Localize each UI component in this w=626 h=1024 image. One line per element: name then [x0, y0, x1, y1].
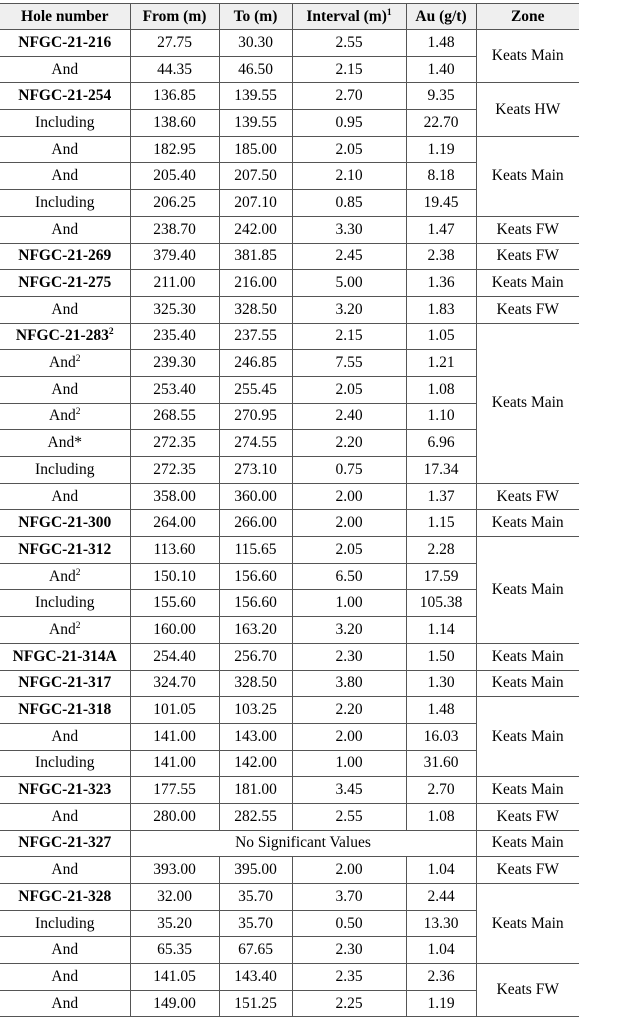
au-cell: 1.50	[406, 643, 476, 670]
hole-number-cell	[0, 30, 130, 57]
header-from: From (m)	[130, 4, 219, 30]
drill-results-table	[0, 3, 579, 1017]
interval-cell: 1.00	[292, 750, 406, 777]
hole-number-text: Including	[35, 754, 95, 772]
hole-number-text: NFGC-21-275	[18, 274, 112, 292]
hole-number-cell	[0, 136, 130, 163]
zone-cell: Keats FW	[476, 964, 579, 1017]
hole-number-cell	[0, 190, 130, 217]
au-cell: 1.04	[406, 857, 476, 884]
au-cell: 1.19	[406, 136, 476, 163]
from-cell: 138.60	[130, 110, 219, 137]
hole-number-text: NFGC-21-269	[18, 247, 112, 265]
hole-number-text: And	[51, 220, 79, 238]
interval-cell: 2.05	[292, 376, 406, 403]
from-cell: 325.30	[130, 296, 219, 323]
table-row	[0, 30, 579, 57]
to-cell: 282.55	[219, 803, 292, 830]
interval-cell: 3.20	[292, 617, 406, 644]
interval-cell: 2.30	[292, 643, 406, 670]
table-row	[0, 483, 579, 510]
hole-number-cell	[0, 323, 130, 350]
au-cell: 2.28	[406, 537, 476, 564]
hole-number-text: And	[51, 167, 79, 185]
hole-number-cell	[0, 163, 130, 190]
to-cell: 185.00	[219, 136, 292, 163]
au-cell: 16.03	[406, 723, 476, 750]
header-interval	[292, 4, 406, 30]
hole-number-cell	[0, 56, 130, 83]
table-row	[0, 857, 579, 884]
zone-cell: Keats Main	[476, 697, 579, 777]
to-cell: 156.60	[219, 590, 292, 617]
interval-cell: 2.00	[292, 857, 406, 884]
interval-cell: 2.10	[292, 163, 406, 190]
interval-cell: 3.30	[292, 216, 406, 243]
table-row	[0, 216, 579, 243]
au-cell: 2.36	[406, 964, 476, 991]
hole-number-cell	[0, 697, 130, 724]
interval-cell: 0.50	[292, 910, 406, 937]
header-hole-number: Hole number	[0, 4, 130, 30]
zone-cell: Keats Main	[476, 270, 579, 297]
table-row	[0, 830, 579, 857]
hole-number-cell	[0, 617, 130, 644]
au-cell: 1.83	[406, 296, 476, 323]
hole-number-text: NFGC-21-283	[15, 327, 109, 345]
zone-cell: Keats Main	[476, 323, 579, 483]
hole-number-text: And	[51, 380, 79, 398]
from-cell: 211.00	[130, 270, 219, 297]
from-cell: 254.40	[130, 643, 219, 670]
from-cell: 141.00	[130, 723, 219, 750]
hole-number-text: Including	[35, 193, 95, 211]
hole-number-text: And	[51, 487, 79, 505]
header-zone: Zone	[476, 4, 579, 30]
zone-cell: Keats FW	[476, 216, 579, 243]
hole-number-cell	[0, 563, 130, 590]
interval-cell: 6.50	[292, 563, 406, 590]
hole-number-text: NFGC-21-327	[18, 834, 112, 852]
from-cell: 141.05	[130, 964, 219, 991]
to-cell: 270.95	[219, 403, 292, 430]
hole-number-text: And	[51, 994, 79, 1012]
hole-number-text: NFGC-21-318	[18, 701, 112, 719]
interval-cell: 2.05	[292, 537, 406, 564]
au-cell: 6.96	[406, 430, 476, 457]
au-cell: 1.40	[406, 56, 476, 83]
hole-number-text: And	[49, 567, 76, 585]
hole-number-cell	[0, 803, 130, 830]
hole-number-text: NFGC-21-323	[18, 781, 112, 799]
table-row	[0, 136, 579, 163]
au-cell: 1.47	[406, 216, 476, 243]
interval-cell: 2.70	[292, 83, 406, 110]
table-row	[0, 884, 579, 911]
hole-number-cell	[0, 777, 130, 804]
header-au: Au (g/t)	[406, 4, 476, 30]
interval-cell: 3.80	[292, 670, 406, 697]
hole-number-cell	[0, 537, 130, 564]
au-cell: 19.45	[406, 190, 476, 217]
hole-number-cell	[0, 376, 130, 403]
hole-number-text: And	[51, 861, 79, 879]
interval-cell: 2.05	[292, 136, 406, 163]
au-cell: 8.18	[406, 163, 476, 190]
from-cell: 280.00	[130, 803, 219, 830]
hole-number-cell	[0, 403, 130, 430]
au-cell: 1.14	[406, 617, 476, 644]
interval-cell: 2.00	[292, 483, 406, 510]
au-cell: 2.44	[406, 884, 476, 911]
header-interval-label: Interval (m)	[306, 7, 387, 25]
table-row	[0, 643, 579, 670]
hole-number-text: Including	[35, 594, 95, 612]
hole-footnote: 2	[108, 327, 114, 338]
hole-number-cell	[0, 483, 130, 510]
hole-footnote: 2	[75, 353, 81, 364]
hole-number-cell	[0, 216, 130, 243]
hole-number-cell	[0, 243, 130, 270]
to-cell: 142.00	[219, 750, 292, 777]
hole-number-cell	[0, 350, 130, 377]
hole-number-cell	[0, 110, 130, 137]
to-cell: 35.70	[219, 910, 292, 937]
zone-cell: Keats Main	[476, 830, 579, 857]
table-row	[0, 83, 579, 110]
from-cell: 160.00	[130, 617, 219, 644]
to-cell: 360.00	[219, 483, 292, 510]
interval-cell: 2.15	[292, 56, 406, 83]
from-cell: 155.60	[130, 590, 219, 617]
zone-cell: Keats Main	[476, 30, 579, 83]
hole-number-text: Including	[35, 460, 95, 478]
interval-cell: 0.75	[292, 457, 406, 484]
au-cell: 1.48	[406, 697, 476, 724]
to-cell: 266.00	[219, 510, 292, 537]
to-cell: 46.50	[219, 56, 292, 83]
from-cell: 272.35	[130, 457, 219, 484]
to-cell: 139.55	[219, 83, 292, 110]
to-cell: 381.85	[219, 243, 292, 270]
interval-cell: 0.85	[292, 190, 406, 217]
to-cell: 103.25	[219, 697, 292, 724]
hole-number-text: NFGC-21-254	[18, 87, 112, 105]
to-cell: 273.10	[219, 457, 292, 484]
hole-number-text: NFGC-21-216	[18, 33, 112, 51]
from-cell: 27.75	[130, 30, 219, 57]
au-cell: 1.30	[406, 670, 476, 697]
zone-cell: Keats HW	[476, 83, 579, 136]
to-cell: 156.60	[219, 563, 292, 590]
hole-number-cell	[0, 296, 130, 323]
hole-number-cell	[0, 670, 130, 697]
table-row	[0, 296, 579, 323]
au-cell: 17.34	[406, 457, 476, 484]
hole-number-cell	[0, 590, 130, 617]
to-cell: 237.55	[219, 323, 292, 350]
hole-number-text: And	[49, 354, 76, 372]
zone-cell: Keats Main	[476, 884, 579, 964]
hole-number-text: NFGC-21-312	[18, 540, 112, 558]
hole-number-cell	[0, 457, 130, 484]
interval-cell: 2.55	[292, 803, 406, 830]
au-cell: 1.15	[406, 510, 476, 537]
table-row	[0, 537, 579, 564]
table-row	[0, 964, 579, 991]
hole-number-text: And	[49, 407, 76, 425]
to-cell: 30.30	[219, 30, 292, 57]
hole-number-text: And	[51, 140, 79, 158]
hole-number-cell	[0, 857, 130, 884]
hole-footnote: 2	[75, 620, 81, 631]
hole-number-cell	[0, 910, 130, 937]
from-cell: 32.00	[130, 884, 219, 911]
interval-cell: 2.00	[292, 723, 406, 750]
zone-cell: Keats FW	[476, 483, 579, 510]
hole-number-text: NFGC-21-300	[18, 514, 112, 532]
hole-footnote: 2	[75, 567, 81, 578]
to-cell: 256.70	[219, 643, 292, 670]
header-interval-footnote: 1	[386, 7, 392, 18]
hole-number-cell	[0, 750, 130, 777]
from-cell: 65.35	[130, 937, 219, 964]
from-cell: 379.40	[130, 243, 219, 270]
au-cell: 2.38	[406, 243, 476, 270]
zone-cell: Keats Main	[476, 670, 579, 697]
to-cell: 143.00	[219, 723, 292, 750]
interval-cell: 5.00	[292, 270, 406, 297]
au-cell: 1.21	[406, 350, 476, 377]
hole-number-text: And	[51, 941, 79, 959]
table-row	[0, 270, 579, 297]
from-cell: 268.55	[130, 403, 219, 430]
hole-number-cell	[0, 723, 130, 750]
au-cell: 1.48	[406, 30, 476, 57]
to-cell: 246.85	[219, 350, 292, 377]
from-cell: 35.20	[130, 910, 219, 937]
interval-cell: 2.35	[292, 964, 406, 991]
hole-number-cell	[0, 937, 130, 964]
from-cell: 324.70	[130, 670, 219, 697]
interval-cell: 3.45	[292, 777, 406, 804]
interval-cell: 2.00	[292, 510, 406, 537]
from-cell: 358.00	[130, 483, 219, 510]
to-cell: 139.55	[219, 110, 292, 137]
table-body	[0, 30, 579, 1017]
from-cell: 136.85	[130, 83, 219, 110]
to-cell: 328.50	[219, 296, 292, 323]
interval-cell: 1.00	[292, 590, 406, 617]
interval-cell: 2.40	[292, 403, 406, 430]
interval-cell: 7.55	[292, 350, 406, 377]
hole-number-text: NFGC-21-328	[18, 887, 112, 905]
to-cell: 67.65	[219, 937, 292, 964]
interval-cell: 2.55	[292, 30, 406, 57]
au-cell: 1.19	[406, 990, 476, 1017]
from-cell: 206.25	[130, 190, 219, 217]
from-cell: 177.55	[130, 777, 219, 804]
hole-number-cell	[0, 830, 130, 857]
interval-cell: 3.70	[292, 884, 406, 911]
au-cell: 9.35	[406, 83, 476, 110]
from-cell: 235.40	[130, 323, 219, 350]
interval-cell: 2.30	[292, 937, 406, 964]
interval-cell: 3.20	[292, 296, 406, 323]
from-cell: 264.00	[130, 510, 219, 537]
au-cell: 13.30	[406, 910, 476, 937]
from-cell: 44.35	[130, 56, 219, 83]
interval-cell: 2.20	[292, 430, 406, 457]
hole-number-cell	[0, 430, 130, 457]
from-cell: 113.60	[130, 537, 219, 564]
interval-cell: 2.45	[292, 243, 406, 270]
from-cell: 253.40	[130, 376, 219, 403]
from-cell: 150.10	[130, 563, 219, 590]
from-cell: 272.35	[130, 430, 219, 457]
hole-number-text: And	[51, 807, 79, 825]
header-row	[0, 4, 579, 30]
zone-cell: Keats FW	[476, 803, 579, 830]
from-cell: 149.00	[130, 990, 219, 1017]
hole-number-text: And	[51, 300, 79, 318]
to-cell: 115.65	[219, 537, 292, 564]
interval-cell: 2.20	[292, 697, 406, 724]
interval-cell: 0.95	[292, 110, 406, 137]
au-cell: 1.37	[406, 483, 476, 510]
hole-number-cell	[0, 964, 130, 991]
hole-number-cell	[0, 990, 130, 1017]
from-cell: 101.05	[130, 697, 219, 724]
hole-number-cell	[0, 83, 130, 110]
au-cell: 1.08	[406, 376, 476, 403]
from-cell: 393.00	[130, 857, 219, 884]
to-cell: 242.00	[219, 216, 292, 243]
from-cell: 182.95	[130, 136, 219, 163]
from-cell: 239.30	[130, 350, 219, 377]
zone-cell: Keats Main	[476, 643, 579, 670]
to-cell: 151.25	[219, 990, 292, 1017]
zone-cell: Keats Main	[476, 510, 579, 537]
table-row	[0, 510, 579, 537]
hole-footnote: 2	[75, 407, 81, 418]
hole-number-text: And	[51, 727, 79, 745]
hole-number-cell	[0, 643, 130, 670]
interval-cell: 2.15	[292, 323, 406, 350]
header-to: To (m)	[219, 4, 292, 30]
from-cell: 141.00	[130, 750, 219, 777]
to-cell: 328.50	[219, 670, 292, 697]
table-row	[0, 803, 579, 830]
au-cell: 22.70	[406, 110, 476, 137]
to-cell: 216.00	[219, 270, 292, 297]
hole-number-text: Including	[35, 113, 95, 131]
zone-cell: Keats Main	[476, 777, 579, 804]
from-cell: 238.70	[130, 216, 219, 243]
hole-number-text: NFGC-21-317	[18, 674, 112, 692]
au-cell: 1.04	[406, 937, 476, 964]
hole-number-cell	[0, 270, 130, 297]
zone-cell: Keats Main	[476, 537, 579, 644]
au-cell: 1.10	[406, 403, 476, 430]
interval-cell: 2.25	[292, 990, 406, 1017]
zone-cell: Keats FW	[476, 243, 579, 270]
to-cell: 181.00	[219, 777, 292, 804]
hole-number-text: Including	[35, 914, 95, 932]
table-row	[0, 697, 579, 724]
to-cell: 143.40	[219, 964, 292, 991]
from-cell: 205.40	[130, 163, 219, 190]
to-cell: 395.00	[219, 857, 292, 884]
table-row	[0, 777, 579, 804]
to-cell: 35.70	[219, 884, 292, 911]
to-cell: 207.50	[219, 163, 292, 190]
table-row	[0, 243, 579, 270]
hole-number-text: NFGC-21-314A	[12, 647, 117, 665]
au-cell: 1.08	[406, 803, 476, 830]
au-cell: 1.36	[406, 270, 476, 297]
zone-cell: Keats Main	[476, 136, 579, 216]
au-cell: 17.59	[406, 563, 476, 590]
hole-number-text: And	[51, 967, 79, 985]
au-cell: 31.60	[406, 750, 476, 777]
to-cell: 274.55	[219, 430, 292, 457]
hole-number-text: And	[49, 620, 76, 638]
zone-cell: Keats FW	[476, 296, 579, 323]
au-cell: 1.05	[406, 323, 476, 350]
hole-number-text: And*	[47, 434, 82, 452]
to-cell: 255.45	[219, 376, 292, 403]
zone-cell: Keats FW	[476, 857, 579, 884]
hole-number-cell	[0, 884, 130, 911]
table-row	[0, 670, 579, 697]
merged-note-cell: No Significant Values	[130, 830, 476, 857]
au-cell: 105.38	[406, 590, 476, 617]
au-cell: 2.70	[406, 777, 476, 804]
hole-number-cell	[0, 510, 130, 537]
hole-number-text: And	[51, 60, 79, 78]
to-cell: 207.10	[219, 190, 292, 217]
table-row	[0, 323, 579, 350]
to-cell: 163.20	[219, 617, 292, 644]
